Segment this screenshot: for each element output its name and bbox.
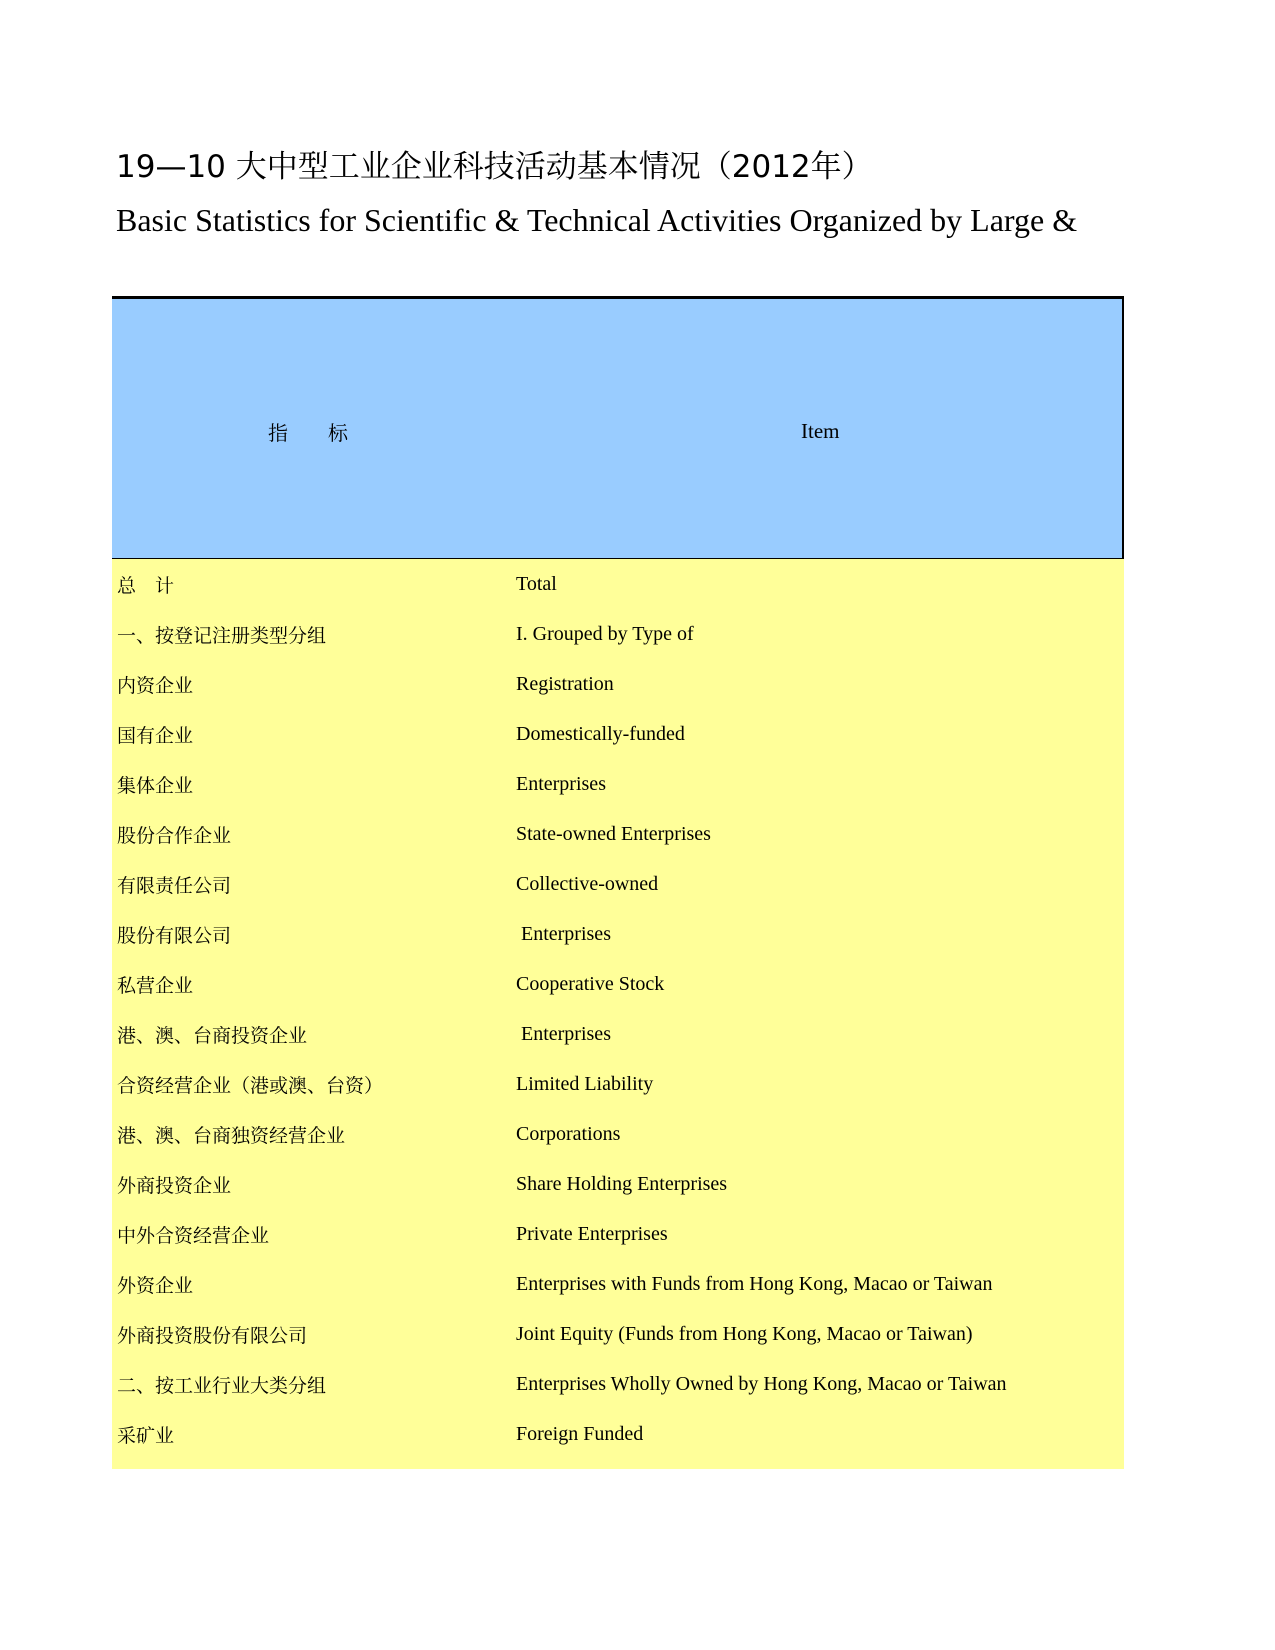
table-row [112,659,1124,709]
row-label-chinese: 股份有限公司 [117,924,232,947]
header-item-english: Item [801,419,840,443]
row-label-chinese: 外资企业 [117,1274,194,1297]
table-row [112,609,1124,659]
row-label-chinese: 一、按登记注册类型分组 [117,624,327,647]
table-row [112,959,1124,1009]
row-label-chinese: 港、澳、台商独资经营企业 [117,1124,346,1147]
row-label-english: Enterprises [516,772,606,795]
row-label-english: Enterprises [516,1022,611,1045]
page-title-chinese: 19—10 大中型工业企业科技活动基本情况（2012年） [116,149,873,185]
row-label-english: Private Enterprises [516,1222,668,1245]
row-label-english: Enterprises with Funds from Hong Kong, Macao or Taiwan [516,1272,993,1295]
row-label-english: Total [516,572,557,595]
row-label-english: Limited Liability [516,1072,654,1095]
row-label-chinese: 国有企业 [117,724,194,747]
table-header [112,296,1124,559]
table-row [112,1209,1124,1259]
table-row [112,1259,1124,1309]
table-row [112,1159,1124,1209]
table-row [112,1359,1124,1409]
table-row [112,1109,1124,1159]
row-label-english: I. Grouped by Type of [516,622,694,645]
table-row [112,559,1124,609]
row-label-english: Cooperative Stock [516,972,665,995]
row-label-chinese: 私营企业 [117,974,194,997]
row-label-chinese: 外商投资企业 [117,1174,232,1197]
row-label-chinese: 合资经营企业（港或澳、台资） [117,1074,384,1097]
row-label-english: Enterprises Wholly Owned by Hong Kong, Macao or Taiwan [516,1372,1007,1395]
row-label-english: Collective-owned [516,872,659,895]
row-label-chinese: 集体企业 [117,774,194,797]
row-label-chinese: 中外合资经营企业 [117,1224,270,1247]
table-row [112,709,1124,759]
table-body [112,559,1124,1469]
table-row [112,1309,1124,1359]
table-row [112,759,1124,809]
row-label-english: Corporations [516,1122,621,1145]
row-label-english: Registration [516,672,614,695]
row-label-chinese: 二、按工业行业大类分组 [117,1374,327,1397]
table-row [112,859,1124,909]
row-label-chinese: 总 计 [117,574,175,597]
row-label-english: Joint Equity (Funds from Hong Kong, Macao or Taiwan) [516,1322,973,1345]
row-label-chinese: 内资企业 [117,674,194,697]
page-title-english: Basic Statistics for Scientific & Technical Activities Organized by Large & [116,203,1078,238]
row-label-english: Enterprises [516,922,611,945]
table-row [112,1059,1124,1109]
row-label-english: Share Holding Enterprises [516,1172,728,1195]
table-row [112,909,1124,959]
row-label-chinese: 股份合作企业 [117,824,232,847]
row-label-chinese: 港、澳、台商投资企业 [117,1024,308,1047]
row-label-english: Domestically-funded [516,722,685,745]
table-row [112,1009,1124,1059]
table-row [112,1409,1124,1459]
header-item-chinese: 指 标 [268,421,348,445]
row-label-english: Foreign Funded [516,1422,644,1445]
row-label-english: State-owned Enterprises [516,822,711,845]
row-label-chinese: 采矿业 [117,1424,175,1447]
statistics-table [112,296,1124,1469]
table-row [112,809,1124,859]
row-label-chinese: 外商投资股份有限公司 [117,1324,308,1347]
row-label-chinese: 有限责任公司 [117,874,232,897]
